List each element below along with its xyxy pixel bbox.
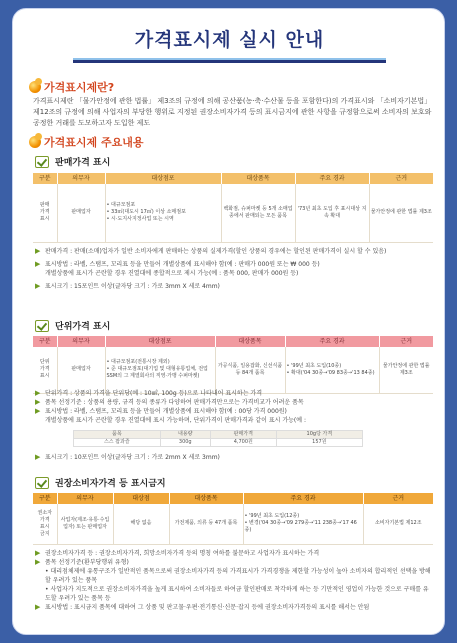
table-header: 의무자 xyxy=(57,336,105,347)
table-cell: 스스 팝과즐 xyxy=(74,439,161,447)
bullet-text: 품목 선정기준(환부당행위 유형) • 대리점체제에 유통구조가 일반적인 품목으로써 권장소비자가격 등의 가격표시가 가격경쟁을 제한할 가능성이 높아 소비자의 합리적인 선택을 방해할 우려가 있는 품목 • 사업자가 지도적으로 권장소비자가격을 높게 표시하여 소비자들로 하여금 할인판매로 착각하게 하는 등 기만적인 영업이 가능한 것으로 구매를 유도할 우려가 있는 품목 등 xyxy=(45,559,431,602)
bullet-text: 표시크기 : 15포인트 이상(글자당 크기 : 가로 3mm X 세로 4mm) xyxy=(45,283,220,290)
table-header: 대상점 xyxy=(113,493,169,504)
section-1-table xyxy=(33,173,433,243)
table-cell: • '99년 최초 도입(12종) • 변경('04 30종→'09 279종→'11 238종→'17 46종) xyxy=(243,504,363,544)
table-cell: '73년 최초 도입 후 표시대상 지속 확대 xyxy=(295,184,369,242)
title-underline xyxy=(73,58,386,63)
table-cell: 157원 xyxy=(276,439,362,447)
section-1-bullets xyxy=(35,247,433,291)
bullet-text: 판매가격 : 판매(소매)업자가 일반 소비자에게 판매하는 상품의 실제가격(할인 상품의 경우에는 할인된 판매가격이 실시 할 수 있음) xyxy=(45,248,387,255)
bullet-text: 표시방법 : 라벨, 스탬프, 꼬리표 등을 만들어 개별상품에 표시해야 함(예 : 판매가 000원 또는 ₩ 000 등) 개별상품에 표시가 곤란할 경우 진열대에 종합적으로 제시 가능(예 : 품목 000, 판매가 000원 등) xyxy=(45,261,320,277)
list-item xyxy=(35,453,433,462)
table-cell: 4,700원 xyxy=(210,439,276,447)
section-2-footer xyxy=(35,453,433,462)
bullet-text: 품목 선정기준 : 상품의 용량, 규격 등의 종류가 다양하여 판매가격만으로는 가격비교가 어려운 품목 xyxy=(45,399,304,406)
list-item xyxy=(35,558,433,603)
table-cell: 판매 가격 표시 xyxy=(33,184,57,242)
main-heading-block xyxy=(29,134,143,150)
table-header: 대상품목 xyxy=(221,173,295,184)
table-cell: 해당 없음 xyxy=(113,504,169,544)
arrow-bullet-icon: ▶ xyxy=(35,558,41,566)
arrow-bullet-icon: ▶ xyxy=(35,282,41,290)
arrow-bullet-icon: ▶ xyxy=(35,260,41,268)
orange-bullet-icon xyxy=(29,136,41,148)
table-header: 판매가격 xyxy=(210,431,276,439)
table-cell: 단위 가격 표시 xyxy=(33,347,57,393)
table-header: 구분 xyxy=(33,336,57,347)
main-heading: 가격표시제 주요내용 xyxy=(44,136,144,149)
table-header: 구분 xyxy=(33,493,57,504)
table-header: 근거 xyxy=(363,493,433,504)
section-3-bullets xyxy=(35,549,433,612)
bullet-text: 표시방법 : 표시금지 품목에 대하여 그 상품 및 판고물·우편·전기통신·신문·잡지 등에 권장소비자가격등의 표시를 해서는 안됨 xyxy=(45,604,370,611)
arrow-bullet-icon: ▶ xyxy=(35,407,41,415)
checkbox-icon xyxy=(35,320,49,332)
table-header: 품목 xyxy=(74,431,161,439)
table-cell: 가공식품, 일용잡화, 신선식품 등 84개 품목 xyxy=(215,347,285,393)
bullet-text: 표시방법 : 라벨, 스탬프, 꼬리표 등을 만들어 개별상품에 표시해야 함(예 : 00당 가격 000원) 개별상품에 표시가 곤란할 경우 진열대에 표시 가능하며, 단위가격이 판매가격과 같이 표시 가능(예 : xyxy=(45,408,306,424)
section-2-table xyxy=(33,336,433,394)
table-header: 대상품목 xyxy=(215,336,285,347)
table-header: 10g당 가격 xyxy=(276,431,362,439)
section-2-title: 단위가격 표시 xyxy=(55,322,111,332)
table-cell: 물가안정에 관한 법률 제3조 xyxy=(369,184,433,242)
table-cell: 권소자 가격 표시 금지 xyxy=(33,504,57,544)
table-cell: 백화점, 슈퍼마켓 등 5개 소매업종에서 판매되는 모든 품목 xyxy=(221,184,295,242)
table-header: 내용량 xyxy=(160,431,210,439)
intro-text: 가격표시제란 「물가안정에 관한 법률」 제3조의 규정에 의해 공산품(농·축·수산물 등을 포함한다)의 가격표시와 「소비자기본법」 제12조의 규정에 의해 사업자의 부당한 행위로 지정된 권장소비자가격 등의 표시금지에 관한 사항을 규정함으로써 소비자의 보호와 공정한 거래를 도모하고자 도입한 제도 xyxy=(33,97,432,127)
section-1-title: 판매가격 표시 xyxy=(55,158,111,168)
section-3-title-block xyxy=(35,476,166,489)
table-cell: 가전제품, 의류 등 47개 품목 xyxy=(169,504,243,544)
list-item xyxy=(35,247,433,256)
table-cell: 판매업자 xyxy=(57,347,105,393)
list-item xyxy=(35,407,433,425)
table-header: 대상품목 xyxy=(169,493,243,504)
table-cell: • '99년 최초 도입(10종) • 확대('04 30종→'09 83종→'13 84종) xyxy=(285,347,379,393)
arrow-bullet-icon: ▶ xyxy=(35,247,41,255)
arrow-bullet-icon: ▶ xyxy=(35,398,41,406)
table-cell: 물가안정에 관한 법률 제3조 xyxy=(379,347,433,393)
table-header: 대상점포 xyxy=(105,173,221,184)
section-2-bullets xyxy=(35,389,433,425)
bullet-text: 권장소비자가격 등 : 권장소비자가격, 희망소비자가격 등의 명칭 여하를 불문하고 사업자가 표시하는 가격 xyxy=(45,550,320,557)
table-header: 의무자 xyxy=(57,493,113,504)
list-item xyxy=(35,398,433,407)
notice-card xyxy=(12,8,445,635)
list-item xyxy=(35,282,433,291)
arrow-bullet-icon: ▶ xyxy=(35,453,41,461)
table-header: 근거 xyxy=(379,336,433,347)
table-header: 근거 xyxy=(369,173,433,184)
arrow-bullet-icon: ▶ xyxy=(35,549,41,557)
orange-bullet-icon xyxy=(29,81,41,93)
list-item xyxy=(35,603,433,612)
arrow-bullet-icon: ▶ xyxy=(35,389,41,397)
section-2-title-block xyxy=(35,319,110,332)
checkbox-icon xyxy=(35,156,49,168)
section-3-title: 권장소비자가격 등 표시금지 xyxy=(55,479,166,489)
list-item xyxy=(35,549,433,558)
bullet-text: 단위가격 : 상품의 가격을 단위당(예 : 10㎖, 100g 등)으로 나타내어 표시하는 가격 xyxy=(45,390,262,397)
table-cell: 소비자기본법 제12조 xyxy=(363,504,433,544)
page-title: 가격표시제 실시 안내 xyxy=(134,29,325,51)
table-cell: 300g xyxy=(160,439,210,447)
list-item xyxy=(35,389,433,398)
list-item xyxy=(35,260,433,278)
unit-price-example-table xyxy=(73,430,363,447)
checkbox-icon xyxy=(35,477,49,489)
page-title-block xyxy=(73,23,386,69)
section-3-table xyxy=(33,493,433,545)
table-cell: 판매업자 xyxy=(57,184,105,242)
table-header: 주요 경과 xyxy=(285,336,379,347)
arrow-bullet-icon: ▶ xyxy=(35,603,41,611)
intro-heading-block xyxy=(29,79,114,95)
table-header: 의무자 xyxy=(57,173,105,184)
table-cell: • 대규모점포(전통시장 제외) • 준 대규모점포(대기업 및 대형유통업체, 전업SSM의 그 계열회사의 직영·가맹 수퍼마켓) xyxy=(105,347,215,393)
table-header: 주요 경과 xyxy=(243,493,363,504)
table-header: 대상점포 xyxy=(105,336,215,347)
table-header: 구분 xyxy=(33,173,57,184)
section-1-title-block xyxy=(35,155,110,168)
table-cell: 사업자(제조·유통·수입업자) 또는 판매업자 xyxy=(57,504,113,544)
intro-heading: 가격표시제란? xyxy=(44,81,115,94)
bullet-text: 표시크기 : 10포인트 이상(글자당 크기 : 가로 2mm X 세로 3mm) xyxy=(45,454,220,461)
table-cell: • 대규모점포 • 33㎡(대도시 17㎡) 이상 소매점포 • 시·도지사지정사업 또는 시역 xyxy=(105,184,221,242)
table-header: 주요 경과 xyxy=(295,173,369,184)
